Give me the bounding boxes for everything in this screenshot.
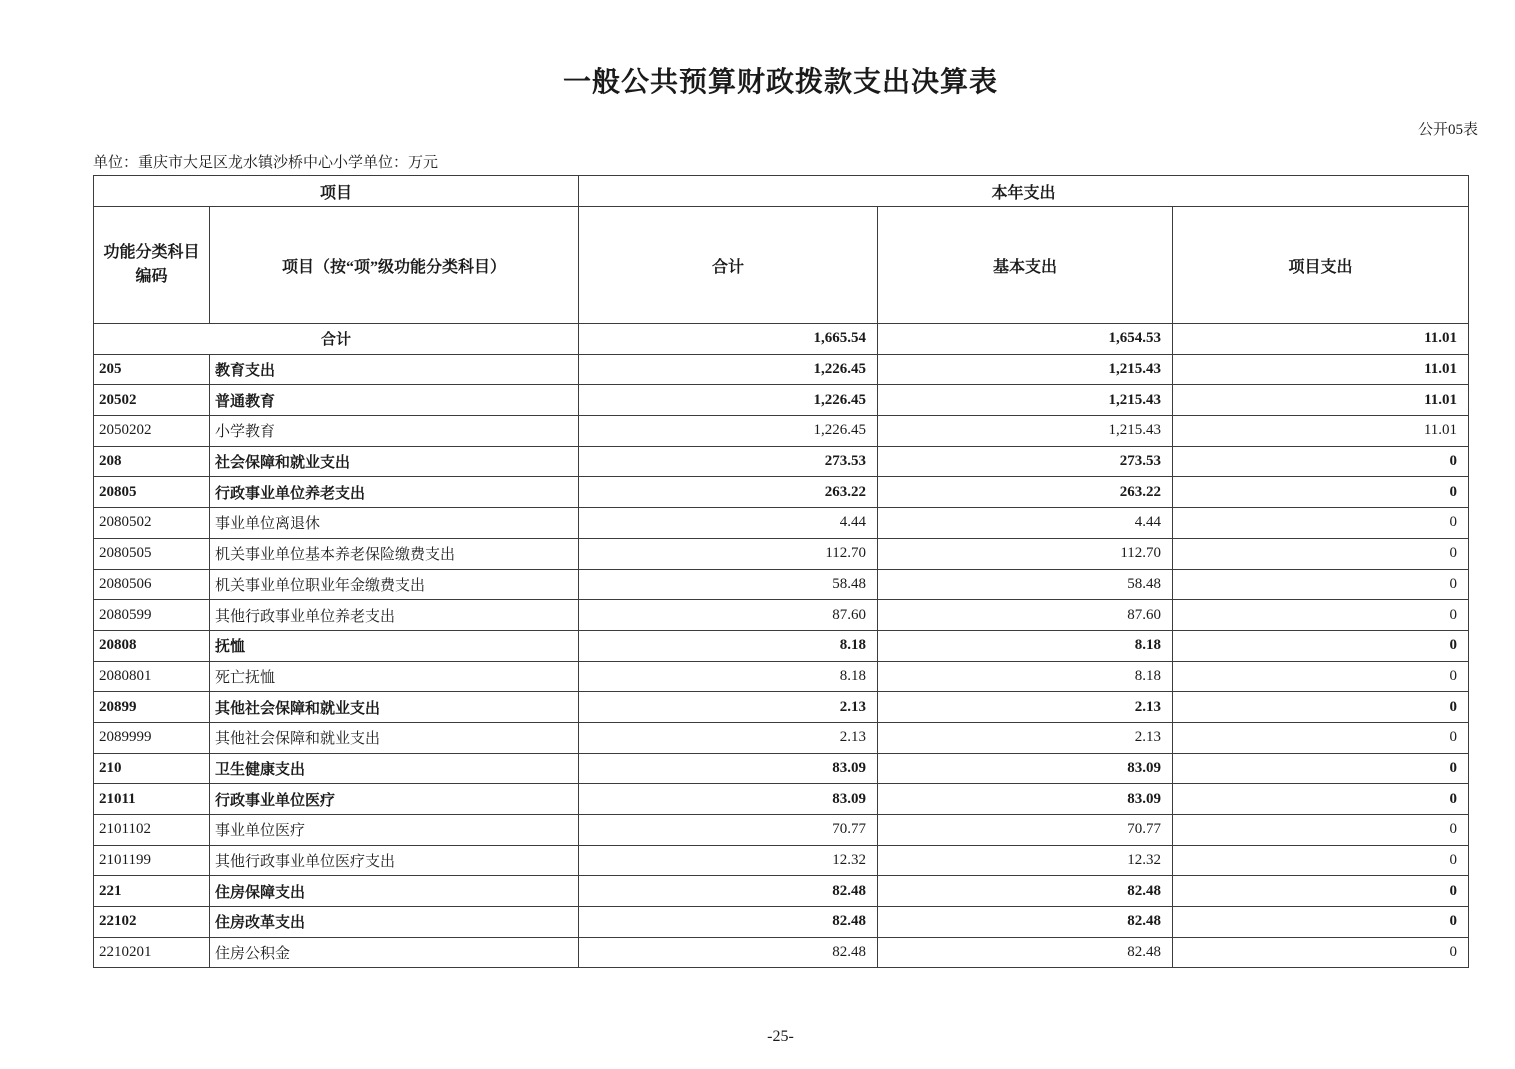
row-basic-cell: 1,215.43 xyxy=(878,385,1173,416)
row-basic-cell: 87.60 xyxy=(878,600,1173,631)
table-row xyxy=(94,416,1469,447)
row-name-cell: 行政事业单位医疗 xyxy=(210,784,579,815)
row-total-cell: 112.70 xyxy=(579,538,878,569)
row-basic-cell: 82.48 xyxy=(878,907,1173,938)
row-name-cell: 其他社会保障和就业支出 xyxy=(210,692,579,723)
row-project-cell: 0 xyxy=(1173,937,1469,968)
row-code-cell: 20899 xyxy=(94,692,210,723)
row-project-cell: 0 xyxy=(1173,907,1469,938)
row-basic-cell: 82.48 xyxy=(878,876,1173,907)
row-total-cell: 82.48 xyxy=(579,937,878,968)
row-basic-cell: 12.32 xyxy=(878,845,1173,876)
header-columns-row xyxy=(94,207,1469,324)
table-row xyxy=(94,477,1469,508)
row-project-cell: 0 xyxy=(1173,692,1469,723)
row-code-cell: 22102 xyxy=(94,907,210,938)
row-name-cell: 教育支出 xyxy=(210,354,579,385)
table-row xyxy=(94,508,1469,539)
table-row xyxy=(94,600,1469,631)
row-total-cell: 1,226.45 xyxy=(579,385,878,416)
row-basic-cell: 112.70 xyxy=(878,538,1173,569)
row-name-cell: 机关事业单位职业年金缴费支出 xyxy=(210,569,579,600)
row-total-cell: 12.32 xyxy=(579,845,878,876)
row-total-cell: 2.13 xyxy=(579,722,878,753)
table-row xyxy=(94,385,1469,416)
row-total-cell: 1,226.45 xyxy=(579,416,878,447)
header-group-current-year: 本年支出 xyxy=(579,176,1469,207)
row-name-cell: 其他社会保障和就业支出 xyxy=(210,722,579,753)
grand-total-project: 11.01 xyxy=(1173,324,1469,355)
table-row-grand-total xyxy=(94,324,1469,355)
row-basic-cell: 8.18 xyxy=(878,630,1173,661)
row-name-cell: 行政事业单位养老支出 xyxy=(210,477,579,508)
header-group-row xyxy=(94,176,1469,207)
row-basic-cell: 273.53 xyxy=(878,446,1173,477)
table-row xyxy=(94,784,1469,815)
row-basic-cell: 2.13 xyxy=(878,722,1173,753)
header-col-function-code-line2: 编码 xyxy=(135,268,168,285)
table-row xyxy=(94,937,1469,968)
row-project-cell: 0 xyxy=(1173,508,1469,539)
header-col-project-expenditure: 项目支出 xyxy=(1173,207,1469,324)
row-total-cell: 263.22 xyxy=(579,477,878,508)
grand-total-amount: 1,665.54 xyxy=(579,324,878,355)
row-code-cell: 21011 xyxy=(94,784,210,815)
header-col-basic-expenditure: 基本支出 xyxy=(878,207,1173,324)
row-total-cell: 87.60 xyxy=(579,600,878,631)
row-name-cell: 住房改革支出 xyxy=(210,907,579,938)
page-title: 一般公共预算财政拨款支出决算表 xyxy=(562,67,998,98)
row-project-cell: 0 xyxy=(1173,753,1469,784)
row-name-cell: 住房公积金 xyxy=(210,937,579,968)
row-total-cell: 1,226.45 xyxy=(579,354,878,385)
row-total-cell: 70.77 xyxy=(579,815,878,846)
row-name-cell: 小学教育 xyxy=(210,416,579,447)
row-total-cell: 8.18 xyxy=(579,630,878,661)
row-basic-cell: 4.44 xyxy=(878,508,1173,539)
row-total-cell: 4.44 xyxy=(579,508,878,539)
table-row xyxy=(94,692,1469,723)
table-row xyxy=(94,661,1469,692)
row-code-cell: 2050202 xyxy=(94,416,210,447)
row-project-cell: 0 xyxy=(1173,477,1469,508)
row-basic-cell: 82.48 xyxy=(878,937,1173,968)
row-project-cell: 0 xyxy=(1173,815,1469,846)
page-number: -25- xyxy=(767,1028,794,1045)
row-code-cell: 210 xyxy=(94,753,210,784)
row-code-cell: 20502 xyxy=(94,385,210,416)
row-project-cell: 0 xyxy=(1173,569,1469,600)
row-code-cell: 2080801 xyxy=(94,661,210,692)
row-project-cell: 0 xyxy=(1173,845,1469,876)
header-col-function-code-line1: 功能分类科目 xyxy=(103,244,200,261)
table-row xyxy=(94,845,1469,876)
row-code-cell: 205 xyxy=(94,354,210,385)
table-row xyxy=(94,907,1469,938)
row-name-cell: 事业单位医疗 xyxy=(210,815,579,846)
row-code-cell: 20808 xyxy=(94,630,210,661)
table-row xyxy=(94,630,1469,661)
row-name-cell: 住房保障支出 xyxy=(210,876,579,907)
row-project-cell: 0 xyxy=(1173,784,1469,815)
row-name-cell: 事业单位离退休 xyxy=(210,508,579,539)
grand-total-label: 合计 xyxy=(94,324,579,355)
row-project-cell: 0 xyxy=(1173,538,1469,569)
row-project-cell: 11.01 xyxy=(1173,354,1469,385)
row-name-cell: 抚恤 xyxy=(210,630,579,661)
row-code-cell: 2080599 xyxy=(94,600,210,631)
row-basic-cell: 1,215.43 xyxy=(878,354,1173,385)
row-project-cell: 11.01 xyxy=(1173,385,1469,416)
row-basic-cell: 263.22 xyxy=(878,477,1173,508)
row-project-cell: 0 xyxy=(1173,661,1469,692)
expenditure-table xyxy=(93,175,1469,968)
table-row xyxy=(94,815,1469,846)
row-total-cell: 273.53 xyxy=(579,446,878,477)
row-total-cell: 82.48 xyxy=(579,876,878,907)
table-row xyxy=(94,876,1469,907)
row-total-cell: 58.48 xyxy=(579,569,878,600)
row-name-cell: 其他行政事业单位医疗支出 xyxy=(210,845,579,876)
row-code-cell: 2089999 xyxy=(94,722,210,753)
row-code-cell: 208 xyxy=(94,446,210,477)
table-code-label: 公开05表 xyxy=(1417,122,1478,138)
row-total-cell: 83.09 xyxy=(579,753,878,784)
row-code-cell: 221 xyxy=(94,876,210,907)
table-header xyxy=(94,176,1469,324)
row-basic-cell: 1,215.43 xyxy=(878,416,1173,447)
row-total-cell: 83.09 xyxy=(579,784,878,815)
row-code-cell: 2080505 xyxy=(94,538,210,569)
row-code-cell: 2080502 xyxy=(94,508,210,539)
row-name-cell: 社会保障和就业支出 xyxy=(210,446,579,477)
row-project-cell: 0 xyxy=(1173,876,1469,907)
table-row xyxy=(94,722,1469,753)
row-name-cell: 普通教育 xyxy=(210,385,579,416)
grand-total-basic: 1,654.53 xyxy=(878,324,1173,355)
row-project-cell: 0 xyxy=(1173,630,1469,661)
table-row xyxy=(94,538,1469,569)
row-name-cell: 死亡抚恤 xyxy=(210,661,579,692)
table-row xyxy=(94,569,1469,600)
row-project-cell: 0 xyxy=(1173,722,1469,753)
row-name-cell: 卫生健康支出 xyxy=(210,753,579,784)
row-basic-cell: 58.48 xyxy=(878,569,1173,600)
row-basic-cell: 8.18 xyxy=(878,661,1173,692)
row-basic-cell: 83.09 xyxy=(878,753,1173,784)
row-basic-cell: 2.13 xyxy=(878,692,1173,723)
header-col-item-name: 项目（按“项”级功能分类科目） xyxy=(210,207,579,324)
row-name-cell: 其他行政事业单位养老支出 xyxy=(210,600,579,631)
table-row xyxy=(94,446,1469,477)
table-row xyxy=(94,354,1469,385)
row-code-cell: 20805 xyxy=(94,477,210,508)
row-total-cell: 8.18 xyxy=(579,661,878,692)
row-code-cell: 2210201 xyxy=(94,937,210,968)
header-group-item: 项目 xyxy=(94,176,579,207)
unit-line: 单位：重庆市大足区龙水镇沙桥中心小学单位：万元 xyxy=(93,155,439,171)
row-code-cell: 2080506 xyxy=(94,569,210,600)
row-basic-cell: 70.77 xyxy=(878,815,1173,846)
row-code-cell: 2101199 xyxy=(94,845,210,876)
row-basic-cell: 83.09 xyxy=(878,784,1173,815)
row-code-cell: 2101102 xyxy=(94,815,210,846)
header-col-total: 合计 xyxy=(579,207,878,324)
table-body xyxy=(94,324,1469,968)
row-project-cell: 0 xyxy=(1173,600,1469,631)
row-project-cell: 11.01 xyxy=(1173,416,1469,447)
table-row xyxy=(94,753,1469,784)
row-project-cell: 0 xyxy=(1173,446,1469,477)
row-total-cell: 2.13 xyxy=(579,692,878,723)
header-col-function-code xyxy=(94,207,210,324)
row-total-cell: 82.48 xyxy=(579,907,878,938)
row-name-cell: 机关事业单位基本养老保险缴费支出 xyxy=(210,538,579,569)
